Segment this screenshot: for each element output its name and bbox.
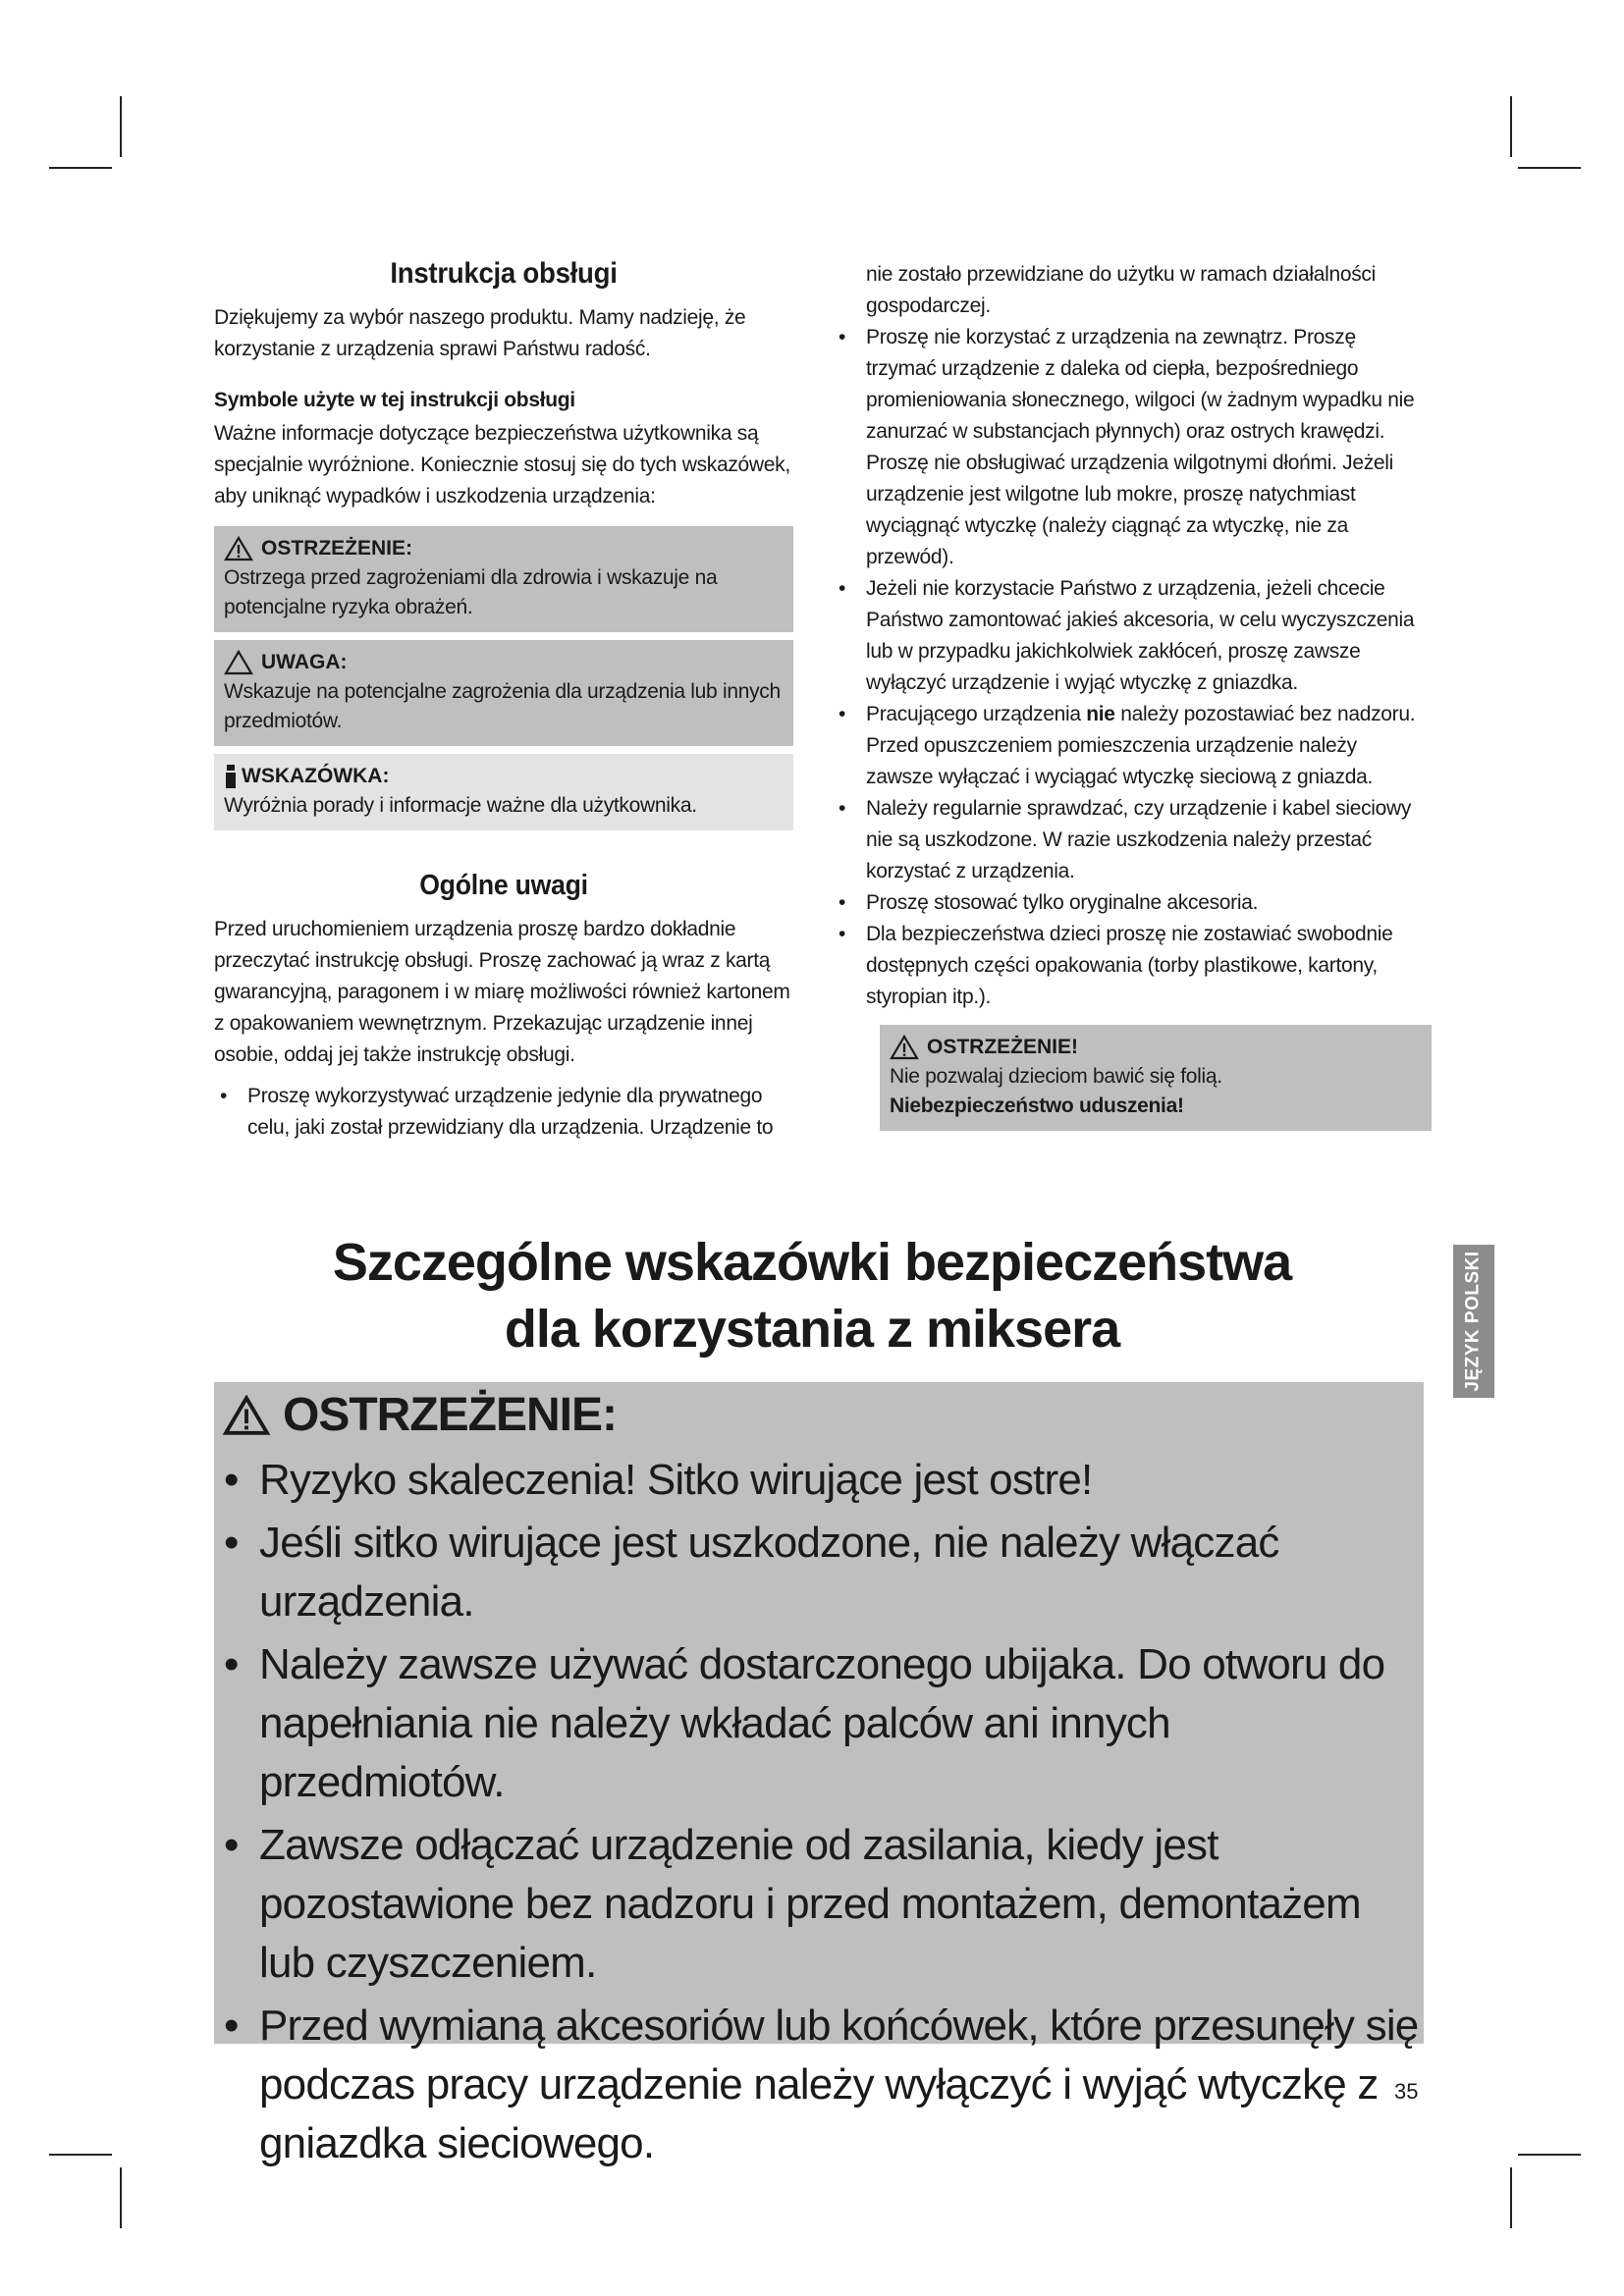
tip-notice-title: WSKAZÓWKA: — [242, 765, 390, 787]
warning-notice-legend — [214, 526, 793, 632]
list-item: • Jeżeli nie korzystacie Państwo z urządzenia, jeżeli chcecie Państwo zamontować jakieś akcesoria, w celu wyczyszczenia lub w przypadku jakichkolwiek zakłóceń, proszę zawsze wyłączyć urządzenie i wyjąć wtyczkę z gniazdka. — [839, 577, 1415, 694]
crop-mark — [49, 2154, 112, 2156]
document-title: Instrukcja obsługi — [390, 257, 618, 290]
children-warning-title: OSTRZEŻENIE! — [927, 1036, 1079, 1058]
crop-mark — [1510, 2167, 1512, 2228]
tip-notice-text: Wyróżnia porady i informacje ważne dla użytkownika. — [224, 794, 697, 817]
continuation-text: nie zostało przewidziane do użytku w ramach działalności gospodarczej. — [866, 263, 1376, 317]
right-column — [833, 259, 1422, 1139]
info-icon — [224, 765, 238, 788]
warning-triangle-icon — [890, 1035, 919, 1060]
symbols-text: Ważne informacje dotyczące bezpieczeństwa użytkownika są specjalnie wyróżnione. Koniecznie stosuj się do tych wskazówek, aby uniknąć wypadków i uszkodzenia urządzenia: — [214, 422, 790, 507]
children-warning-text: Nie pozwalaj dzieciom bawić się folią. — [890, 1065, 1222, 1088]
list-item: • Jeśli sitko wirujące jest uszkodzone, nie należy włączać urządzenia. — [224, 1519, 1279, 1626]
list-item: • Zawsze odłączać urządzenie od zasilania, kiedy jest pozostawione bez nadzoru i przed montażem, demontażem lub czyszczeniem. — [224, 1821, 1361, 1987]
children-warning-text-bold: Niebezpieczeństwo uduszenia! — [890, 1095, 1184, 1117]
left-column — [214, 257, 793, 1144]
symbols-heading: Symbole użyte w tej instrukcji obsługi — [214, 389, 575, 411]
general-bullets-right — [833, 322, 1422, 1013]
intro-text: Dziękujemy za wybór naszego produktu. Mamy nadzieję, że korzystanie z urządzenia sprawi Państwu radość. — [214, 306, 746, 360]
list-item: • Proszę nie korzystać z urządzenia na zewnątrz. Proszę trzymać urządzenie z daleka od ciepła, bezpośredniego promieniowania słonecznego, wilgoci (w żadnym wypadku nie zanurzać w substancjach płynnych) oraz ostrych krawędzi. Proszę nie obsługiwać urządzenia wilgotnymi dłońmi. Jeżeli urządzenie jest wilgotne lub mokre, proszę natychmiast wyciągnąć wtyczkę (należy ciągnąć za wtyczkę, nie za przewód). — [839, 326, 1415, 568]
language-label: JĘZYK POLSKI — [1463, 1251, 1484, 1392]
caution-notice-text: Wskazuje na potencjalne zagrożenia dla urządzenia lub innych przedmiotów. — [224, 680, 781, 732]
caution-notice-legend — [214, 640, 793, 746]
special-safety-title-line-2: dla korzystania z miksera — [504, 1300, 1120, 1359]
list-item: • Pracującego urządzenia nie należy pozostawiać bez nadzoru. Przed opuszczeniem pomieszczenia urządzenie należy zawsze wyłączać i wyciągać wtyczkę sieciową z gniazda. — [839, 703, 1416, 788]
caution-triangle-icon — [224, 650, 253, 675]
children-warning-notice — [880, 1025, 1432, 1131]
tip-notice-legend — [214, 754, 793, 830]
list-item: • Należy zawsze używać dostarczonego ubijaka. Do otworu do napełniania nie należy wkładać palców ani innych przedmiotów. — [224, 1640, 1385, 1806]
list-item: • Przed wymianą akcesoriów lub końcówek, które przesunęły się podczas pracy urządzenie należy wyłączyć i wyjąć wtyczkę z gniazdka sieciowego. — [224, 2002, 1419, 2167]
crop-mark — [1510, 96, 1512, 157]
list-item: • Dla bezpieczeństwa dzieci proszę nie zostawiać swobodnie dostępnych części opakowania (torby plastikowe, kartony, styropian itp.). — [839, 923, 1393, 1008]
page-number: 35 — [1394, 2079, 1419, 2104]
crop-mark — [120, 2167, 122, 2228]
crop-mark — [1518, 167, 1581, 169]
general-bullets-left — [214, 1081, 793, 1144]
list-item: • Ryzyko skaleczenia! Sitko wirujące jest ostre! — [224, 1456, 1093, 1504]
general-text: Przed uruchomieniem urządzenia proszę bardzo dokładnie przeczytać instrukcję obsługi. Proszę zachować ją wraz z kartą gwarancyjną, paragonem i w miarę możliwości również kartonem z opakowaniem wewnętrznym. Przekazując urządzenie innej osobie, oddaj jej także instrukcję obsługi. — [214, 918, 790, 1066]
crop-mark — [49, 167, 112, 169]
list-item: • Proszę wykorzystywać urządzenie jedynie dla prywatnego celu, jaki został przewidziany dla urządzenia. Urządzenie to — [220, 1085, 774, 1139]
mixer-warning-list — [214, 1451, 1424, 2177]
list-item: • Należy regularnie sprawdzać, czy urządzenie i kabel sieciowy nie są uszkodzone. W razie uszkodzenia należy przestać korzystać z urządzenia. — [839, 797, 1412, 882]
warning-triangle-icon — [222, 1395, 271, 1436]
crop-mark — [120, 96, 122, 157]
general-heading: Ogólne uwagi — [419, 870, 588, 901]
warning-notice-text: Ostrzega przed zagrożeniami dla zdrowia i wskazuje na potencjalne ryzyka obrażeń. — [224, 566, 718, 618]
warning-triangle-icon — [224, 536, 253, 561]
warning-notice-title: OSTRZEŻENIE: — [261, 537, 413, 560]
crop-mark — [1518, 2154, 1581, 2156]
caution-notice-title: UWAGA: — [261, 651, 348, 673]
list-item: • Proszę stosować tylko oryginalne akcesoria. — [839, 891, 1259, 914]
mixer-warning-title: OSTRZEŻENIE: — [283, 1389, 618, 1441]
special-safety-title — [0, 1229, 1624, 1362]
special-safety-title-line-1: Szczególne wskazówki bezpieczeństwa — [332, 1233, 1292, 1292]
